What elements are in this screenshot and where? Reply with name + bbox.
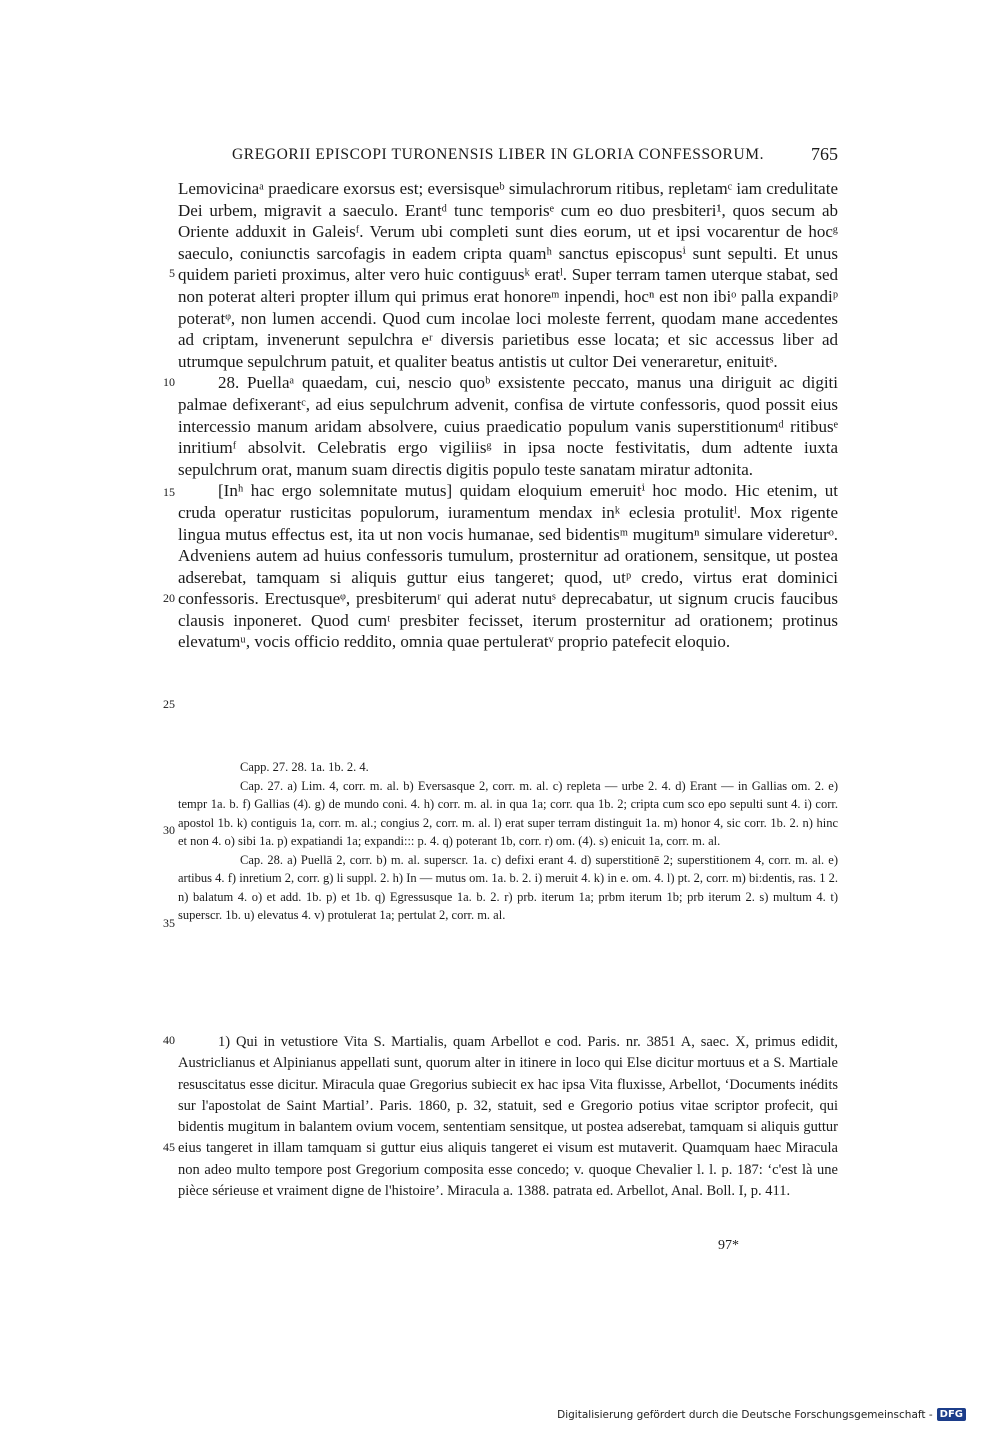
dfg-logo-icon: DFG bbox=[937, 1408, 966, 1421]
apparatus-cap27: Cap. 27. a) Lim. 4, corr. m. al. b) Eversasque 2, corr. m. al. c) repleta — urbe 2. 4. d) Erant — in Gallias om. 2. e) tempr 1a. b. f) Gallias (4). g) de mundo coni. 4. h) corr. m. al. in qua 1a; corr. qua 1b. 2; cripta cum sco epo sepulti sunt 4. i) corr. apostol 1b. k) contiguis 1a, corr. m. al.; congius 2, corr. m. al. l) erat super terram distinguit 1a. m) honor 4, sic corr. 1b. 2. n) hinc et non 4. o) sibi 1a. p) expatiandi 1a; expandi::: p. 4. q) poterant 1b, corr. r) om. (4). s) enicuit 1a, corr. m. al. bbox=[178, 778, 838, 848]
line-number: 40 bbox=[163, 1033, 175, 1047]
line-number: 30 bbox=[163, 823, 175, 837]
line-number: 5 bbox=[169, 266, 175, 280]
page-number: 765 bbox=[811, 144, 838, 164]
signature-mark: 97* bbox=[718, 1238, 739, 1253]
line-number: 25 bbox=[163, 697, 175, 711]
apparatus-manuscripts: Capp. 27. 28. 1a. 1b. 2. 4. bbox=[240, 760, 369, 774]
footnote-1: 1) Qui in vetustiore Vita S. Martialis, quam Arbellot e cod. Paris. nr. 3851 A, saec. X, primus edidit, Austriclianus et Alpinianus appellati sunt, quorum alter in itinere in loco qui Else dicitur mortuus et a S. Martiale resuscitatus esse dicitur. Miracula quae Gregorius subiecit ex hac ipsa Vita fluxisse, Arbellot, ‘Documents inédits sur l'apostolat de Saint Martial’. Paris. 1860, p. 32, statuit, sed e Gregorio potius vitae scriptor profecit, qui bidentis mugitum in balantem ovium vocem, sententiam sensitque, ut postea adserebat, tamquam si aliquis guttur eius tangeret in illam tamquam si guttur eius aliquis tangeret ei visum est mutaverit. Quamquam haec Miracula non adeo multo tempore post Gregorium composita esse concedo; v. quoque Chevalier l. l. p. 187: ‘c'est là une pièce sérieuse et vraiment digne de l'histoire’. Miracula a. 1388. patrata ed. Arbellot, Anal. Boll. I, p. 411. bbox=[178, 1034, 838, 1200]
line-number: 20 bbox=[163, 591, 175, 605]
line-number: 10 bbox=[163, 375, 175, 389]
paragraph-cap28: 28. Puellaᵃ quaedam, cui, nescio quoᵇ exsistente peccato, manus una diriguit ac digiti palmae defixerantᶜ, ad eius sepulchrum advenit, confisa de virtute confessoris, quod possit eius intercessio manum aridam absolvere, cuius praedicatio populum vanis superstitionumᵈ ritibusᵉ inritiumᶠ absolvit. Celebratis ergo vigiliisᵍ in ipsa nocte festivitatis, dum adtente iuxta sepulchrum orat, manum suam directis digitis populo teste sanatam miratur adtonita. bbox=[178, 373, 838, 479]
footer-text: Digitalisierung gefördert durch die Deutsche Forschungsgemeinschaft - bbox=[557, 1408, 933, 1421]
running-title: GREGORII EPISCOPI TURONENSIS LIBER IN GLORIA CONFESSORUM. bbox=[232, 146, 765, 163]
apparatus-cap28: Cap. 28. a) Puellā 2, corr. b) m. al. superscr. 1a. c) defixi erant 4. d) superstitionē 2; superstitionem 4, corr. m. al. e) artibus 4. f) inretium 2, corr. g) li suppl. 2. h) In — mutus om. 1a. b. 2. i) meruit 4. k) in e. om. 4. l) pt. 2, corr. m) bi:dentis, ras. 1 2. n) balatum 4. o) et add. 1b. p) et 1b. q) Egressusque 1a. b. 2. r) prb. iterum 1a; prbm iterum 1b; prb iterum 2. s) multum 4. t) superscr. 1b. u) elevatus 4. v) protulerat 1a; pertulat 2, corr. m. al. bbox=[178, 852, 838, 922]
paragraph-mutus: [Inʰ hac ergo solemnitate mutus] quidam eloquium emeruitⁱ hoc modo. Hic etenim, ut cruda operatur rusticitas populorum, iuramentum mendax inᵏ eclesia protulitˡ. Mox rigente lingua mutus effectus est, ita ut non vocis humanae, sed bidentisᵐ mugitumⁿ simulare videreturᵒ. Adveniens autem ad huius confessoris tumulum, prosternitur ad orationem, sensitque, ut postea adserebat, tamquam si aliquis guttur eius tangeret; quod, utᵖ credo, virtus erat dominici confessoris. Erectusqueᵠ, presbiterumʳ qui aderat nutuˢ deprecabatur, ut signum crucis faucibus clausis inponeret. Quod cumᵗ presbiter fecisset, iterum prosternitur ad orationem; protinus elevatumᵘ, vocis officio reddito, omnia quae pertuleratᵛ proprio patefecit eloquio. bbox=[178, 481, 838, 652]
line-number: 45 bbox=[163, 1140, 175, 1154]
main-text bbox=[178, 178, 838, 653]
paragraph-cap27: Lemovicinaᵃ praedicare exorsus est; eversisqueᵇ simulachrorum ritibus, repletamᶜ iam credulitate Dei urbem, migravit a saeculo. Erantᵈ tunc temporisᵉ cum eo duo presbiteri¹, quos secum ab Oriente adduxit in Galeisᶠ. Verum ubi completi sunt dies eorum, ut et ipsi vocarentur de hocᵍ saeculo, coniunctis sarcofagis in eadem cripta quamʰ sanctus episcopusⁱ sunt sepulti. Et unus quidem parieti proximus, alter vero huic contiguusᵏ eratˡ. Super terram tamen uterque stabat, sed non poterat alteri propter illum qui primus erat honoreᵐ inpendi, hocⁿ est non ibiᵒ palla expandiᵖ poteratᵠ, non lumen accendi. Quod cum incolae loci moleste ferrent, quodam mane accedentes ad criptam, invenerunt sepulchra eʳ diversis parietibus esse locata; et sic accessus liber ad utrumque sepulchrum patuit, et qualiter beatus antistis ut cultor Dei veneraretur, enituitˢ. bbox=[178, 179, 838, 371]
critical-apparatus bbox=[178, 758, 838, 925]
line-number: 35 bbox=[163, 916, 175, 930]
page-header bbox=[232, 146, 838, 172]
digitization-footer bbox=[557, 1408, 966, 1421]
line-number: 15 bbox=[163, 485, 175, 499]
footnotes bbox=[178, 1032, 838, 1202]
